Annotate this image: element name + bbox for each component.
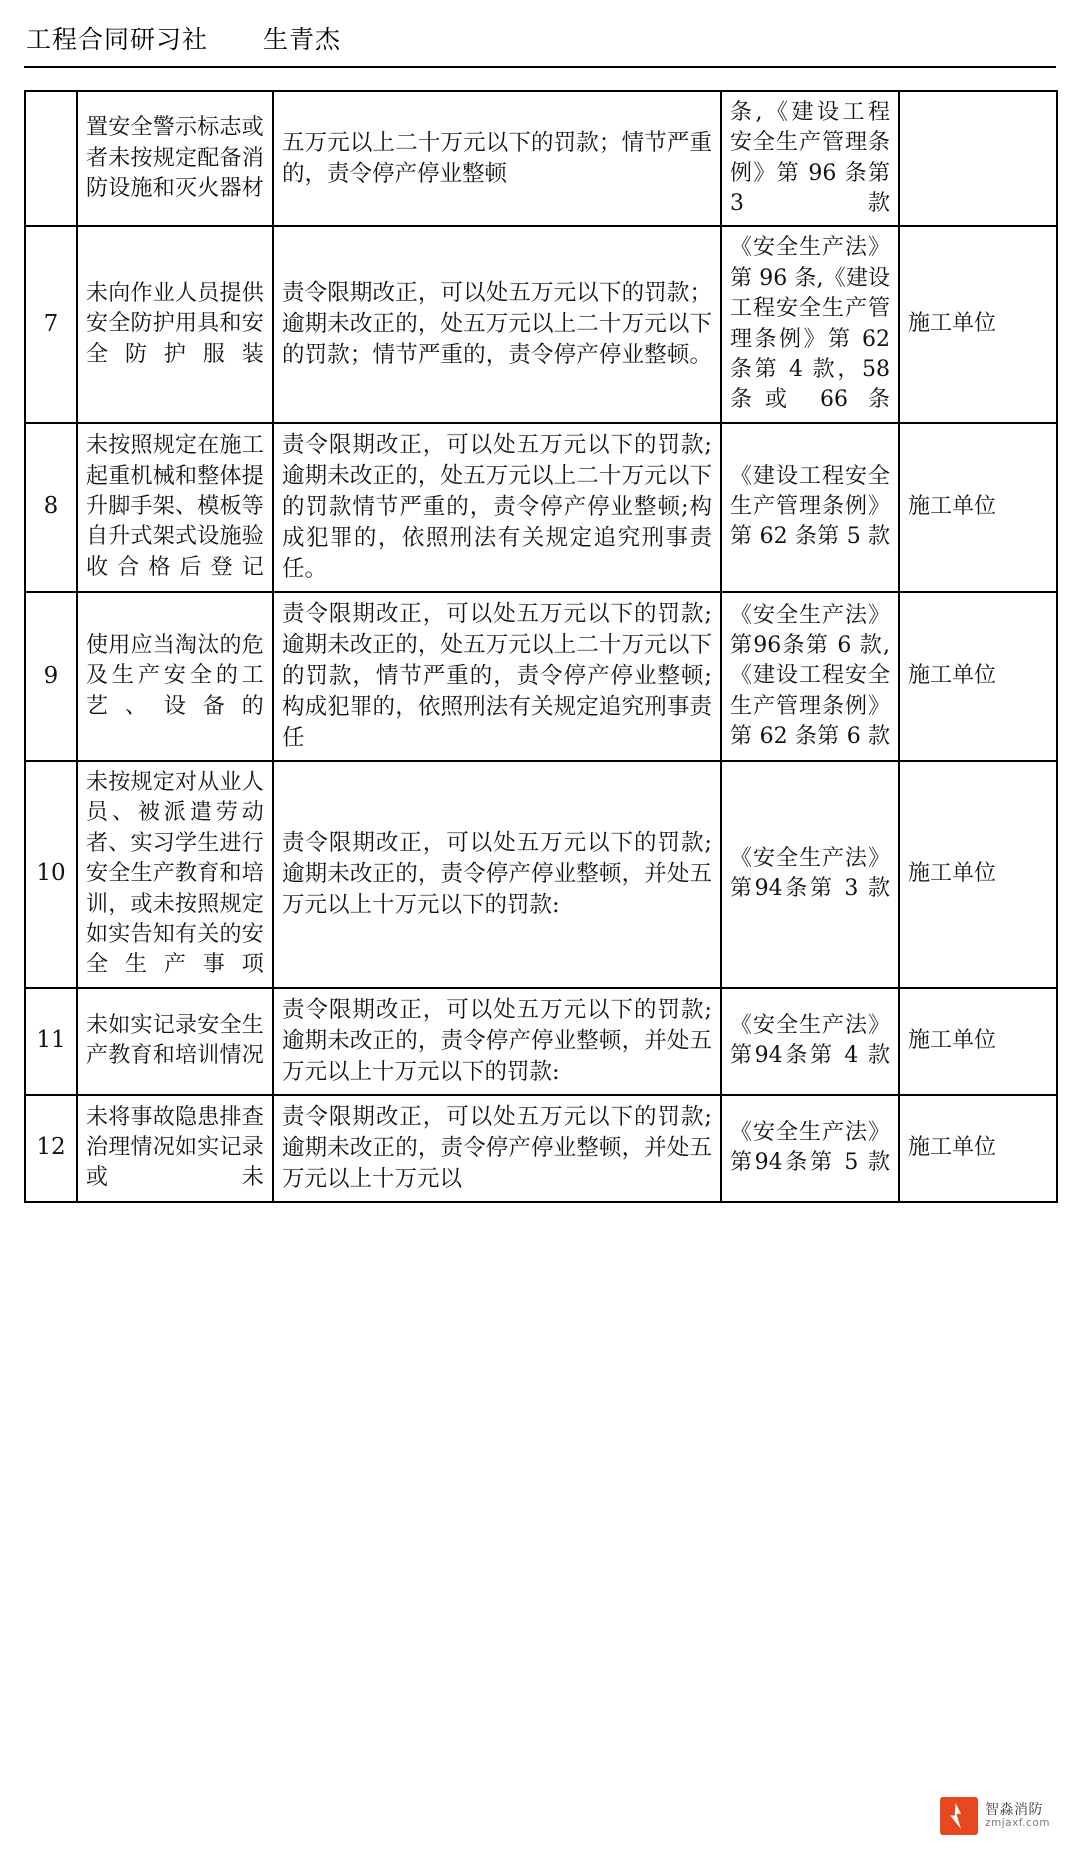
cell-violation: 使用应当淘汰的危及生产安全的工艺、设备的: [77, 592, 273, 761]
cell-punishment: 责令限期改正，可以处五万元以下的罚款;逾期未改正的，责令停产停业整顿，并处五万元以上十万元以下的罚款:: [273, 988, 721, 1095]
cell-violation: 置安全警示标志或者未按规定配备消防设施和灭火器材: [77, 91, 273, 226]
flame-icon: [940, 1797, 978, 1835]
cell-punishment: 责令限期改正，可以处五万元以下的罚款;逾期未改正的，责令停产停业整顿，并处五万元以上十万元以下的罚款:: [273, 761, 721, 988]
cell-violation: 未如实记录安全生产教育和培训情况: [77, 988, 273, 1095]
cell-number: 9: [25, 592, 77, 761]
cell-target-org: 施工单位: [899, 988, 1057, 1095]
table-row: [25, 988, 1057, 1095]
cell-target-org: 施工单位: [899, 761, 1057, 988]
cell-number: 10: [25, 761, 77, 988]
cell-number: 11: [25, 988, 77, 1095]
table-row: [25, 761, 1057, 988]
cell-violation: 未按照规定在施工起重机械和整体提升脚手架、模板等自升式架式设施验收合格后登记: [77, 423, 273, 592]
cell-punishment: 责令限期改正，可以处五万元以下的罚款;逾期未改正的，处五万元以上二十万元以下的罚款情节严重的，责令停产停业整顿;构成犯罪的，依照刑法有关规定追究刑事责任。: [273, 423, 721, 592]
watermark-text: [985, 1803, 1050, 1830]
cell-legal-basis: 《安全生产法》第94条第 5 款: [721, 1095, 899, 1202]
cell-punishment: 责令限期改正，可以处五万元以下的罚款;逾期未改正的，责令停产停业整顿，并处五万元以上十万元以: [273, 1095, 721, 1202]
cell-number: 7: [25, 226, 77, 422]
header-site-name: 工程合同研习社: [26, 25, 209, 54]
table-row: [25, 226, 1057, 422]
page-header: [24, 0, 1056, 56]
penalty-table-wrapper: [24, 90, 1056, 1203]
header-author-name: 生青杰: [263, 25, 342, 54]
cell-legal-basis: 《安全生产法》第 96 条,《建设工程安全生产管理条例》第 62 条第 4 款，58 条或 66 条: [721, 226, 899, 422]
cell-punishment: 责令限期改正，可以处五万元以下的罚款；逾期未改正的，处五万元以上二十万元以下的罚款；情节严重的，责令停产停业整顿。: [273, 226, 721, 422]
cell-target-org: 施工单位: [899, 226, 1057, 422]
cell-number: 8: [25, 423, 77, 592]
penalty-table: [24, 90, 1058, 1203]
cell-violation: 未按规定对从业人员、被派遣劳动者、实习学生进行安全生产教育和培训，或未按照规定如实告知有关的安全生产事项: [77, 761, 273, 988]
cell-violation: 未向作业人员提供安全防护用具和安全防护服装: [77, 226, 273, 422]
cell-legal-basis: 《安全生产法》第96条第 6 款,《建设工程安全生产管理条例》第 62 条第 6 款: [721, 592, 899, 761]
watermark-name: 智淼消防: [984, 1801, 1043, 1818]
cell-legal-basis: 条,《建设工程安全生产管理条例》第 96 条第 3 款: [721, 91, 899, 226]
watermark-logo: [940, 1797, 1050, 1835]
cell-target-org: 施工单位: [899, 423, 1057, 592]
cell-legal-basis: 《安全生产法》第94条第 4 款: [721, 988, 899, 1095]
cell-number: [25, 91, 77, 226]
cell-violation: 未将事故隐患排查治理情况如实记录或未: [77, 1095, 273, 1202]
cell-legal-basis: 《建设工程安全生产管理条例》第 62 条第 5 款: [721, 423, 899, 592]
cell-target-org: [899, 91, 1057, 226]
table-row: [25, 423, 1057, 592]
cell-punishment: 责令限期改正，可以处五万元以下的罚款;逾期未改正的，处五万元以上二十万元以下的罚款，情节严重的，责令停产停业整顿;构成犯罪的，依照刑法有关规定追究刑事责任: [273, 592, 721, 761]
header-divider: [24, 66, 1056, 68]
table-row: [25, 91, 1057, 226]
cell-number: 12: [25, 1095, 77, 1202]
table-row: [25, 592, 1057, 761]
cell-target-org: 施工单位: [899, 1095, 1057, 1202]
cell-legal-basis: 《安全生产法》第94条第 3 款: [721, 761, 899, 988]
watermark-domain: zmjaxf.com: [984, 1816, 1050, 1829]
cell-punishment: 五万元以上二十万元以下的罚款；情节严重的，责令停产停业整顿: [273, 91, 721, 226]
table-row: [25, 1095, 1057, 1202]
cell-target-org: 施工单位: [899, 592, 1057, 761]
